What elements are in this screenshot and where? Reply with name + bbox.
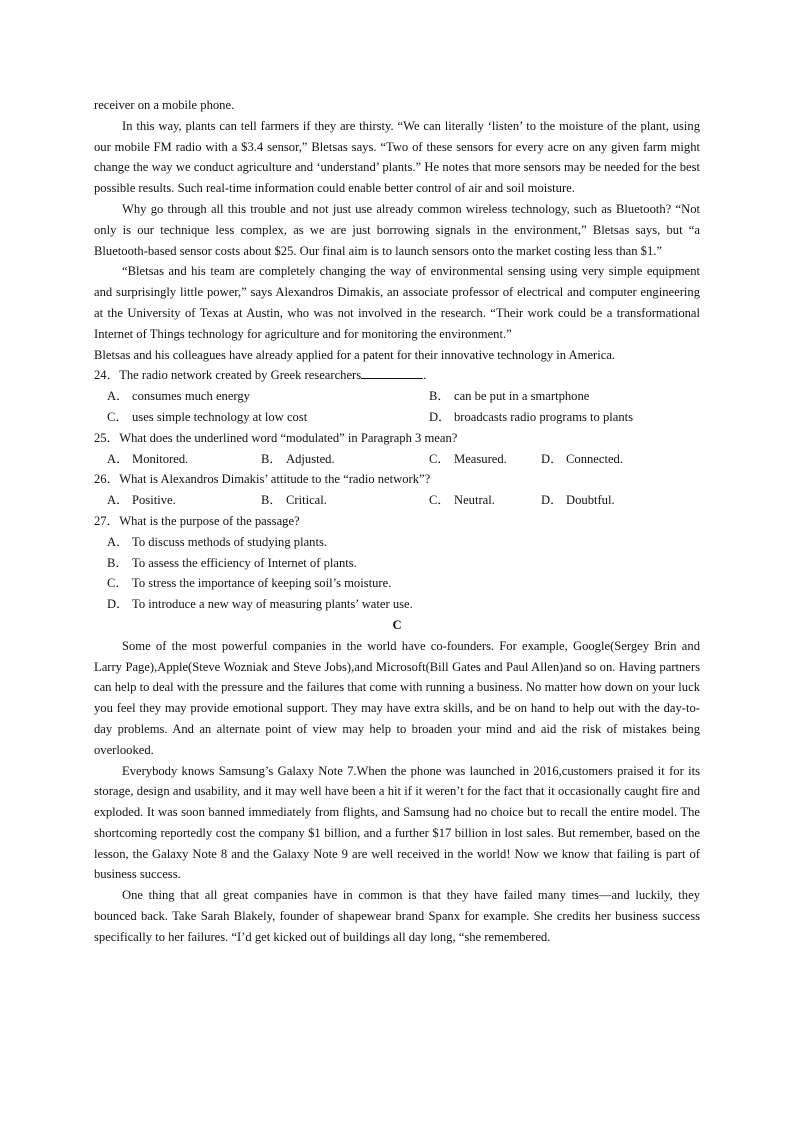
option-a[interactable]: A． Positive. bbox=[107, 493, 176, 508]
answer-blank bbox=[361, 365, 423, 379]
passage-b-paragraph-1: In this way, plants can tell farmers if they are thirsty. “We can literally ‘listen’ to the moisture of the plant, using our mobile FM radio with a $3.4 sensor,” Bletsas says. “Two of these sensors for every acre on any given farm might change the way we conduct agriculture and ‘understand’ plants.” He notes that more sensors may be needed for the best possible results. Such real-time information could enable better control of air and soil moisture. bbox=[94, 118, 700, 196]
option-a[interactable]: A． Monitored. bbox=[107, 451, 189, 466]
question-25-stem: 25．What does the underlined word “modulated” in Paragraph 3 mean? bbox=[94, 430, 458, 445]
question-26-stem: 26．What is Alexandros Dimakis’ attitude to the “radio network”? bbox=[94, 472, 431, 487]
question-26-options bbox=[94, 490, 700, 511]
question-24-stem: 24．The radio network created by Greek researchers . bbox=[94, 365, 700, 386]
option-c[interactable]: C． To stress the importance of keeping soil’s moisture. bbox=[107, 576, 392, 591]
passage-c-paragraph-1: Some of the most powerful companies in the world have co-founders. For example, Google(Sergey Brin and Larry Page),Apple(Steve Wozniak and Steve Jobs),and Microsoft(Bill Gates and Paul Allen)and so on. Having partners can help to deal with the pressure and the failures that come with running a business. No matter how down on your luck you feel they may provide emotional support. They may have extra skills, and be on hand to help out with the day-to-day problems. And an alternate point of view may help to broaden your mind and aid the risk of mistakes being overlooked. bbox=[94, 638, 700, 757]
passage-c-paragraph-3: One thing that all great companies have in common is that they have failed many times—and luckily, they bounced back. Take Sarah Blakely, founder of shapewear brand Spanx for example. She credits her business success specifically to her failures. “I’d get kicked out of buildings all day long, “she remembered. bbox=[94, 888, 700, 944]
option-a[interactable]: A． To discuss methods of studying plants. bbox=[107, 534, 328, 549]
question-25 bbox=[94, 428, 700, 470]
option-b[interactable]: B． can be put in a smartphone bbox=[429, 389, 590, 404]
option-b[interactable]: B． Adjusted. bbox=[261, 451, 335, 466]
option-b[interactable]: B． Critical. bbox=[261, 493, 327, 508]
option-b[interactable]: B． To assess the efficiency of Internet of plants. bbox=[107, 555, 357, 570]
option-d[interactable]: D． Doubtful. bbox=[541, 493, 615, 508]
question-24-options-row-1 bbox=[94, 386, 700, 407]
question-24 bbox=[94, 365, 700, 427]
exam-page bbox=[94, 95, 700, 948]
passage-b-paragraph-4: Bletsas and his colleagues have already applied for a patent for their innovative technology in America. bbox=[94, 347, 616, 362]
option-c[interactable]: C． Neutral. bbox=[429, 493, 495, 508]
option-d[interactable]: D． broadcasts radio programs to plants bbox=[429, 409, 634, 424]
passage-b-paragraph-continued: receiver on a mobile phone. bbox=[94, 98, 235, 112]
section-heading-c: C bbox=[392, 617, 402, 632]
option-a[interactable]: A． consumes much energy bbox=[107, 389, 250, 404]
option-d[interactable]: D． To introduce a new way of measuring plants’ water use. bbox=[107, 597, 413, 612]
option-c[interactable]: C． uses simple technology at low cost bbox=[107, 409, 308, 424]
passage-b-paragraph-2: Why go through all this trouble and not just use already common wireless technology, such as Bluetooth? “Not only is our technique less complex, as we are just borrowing signals in the environment,” Bletsas says, but “a Bluetooth-based sensor costs about $25. Our final aim is to launch sensors onto the market costing less than $1.” bbox=[94, 201, 700, 258]
question-26 bbox=[94, 469, 700, 511]
question-27 bbox=[94, 511, 700, 615]
question-25-options bbox=[94, 449, 700, 470]
question-24-options-row-2 bbox=[94, 407, 700, 428]
question-27-stem: 27．What is the purpose of the passage? bbox=[94, 513, 300, 528]
passage-b-paragraph-3: “Bletsas and his team are completely changing the way of environmental sensing using very simple equipment and surprisingly little power,” says Alexandros Dimakis, an associate professor of electrical and computer engineering at the University of Texas at Austin, who was not involved in the research. “Their work could be a transformational Internet of Things technology for agriculture and for monitoring the environment.” bbox=[94, 264, 700, 341]
option-c[interactable]: C． Measured. bbox=[429, 451, 507, 466]
option-d[interactable]: D． Connected. bbox=[541, 451, 624, 466]
passage-c-paragraph-2: Everybody knows Samsung’s Galaxy Note 7.When the phone was launched in 2016,customers praised it for its storage, design and usability, and it may well have been a hit if it weren’t for the fact that it occasionally caught fire and exploded. It was soon banned immediately from flights, and Samsung had no choice but to recall the entire model. The shortcoming reportedly cost the company $1 billion, and a further $17 billion in lost sales. But remember, based on the lesson, the Galaxy Note 8 and the Galaxy Note 9 are well received in the world! Now we know that failing is part of business success. bbox=[94, 763, 700, 882]
